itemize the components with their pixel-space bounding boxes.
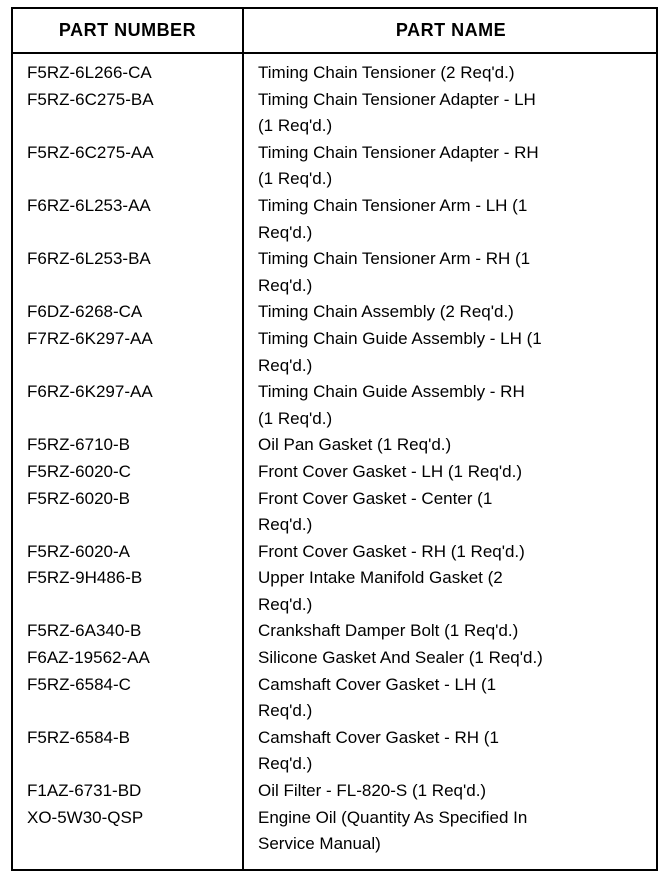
part-name-cell: Camshaft Cover Gasket - RH (1 Req'd.) — [258, 727, 499, 774]
header-part-number: PART NUMBER — [58, 20, 197, 40]
part-number-cell: F7RZ-6K297-AA — [27, 328, 153, 348]
part-name-cell: Front Cover Gasket - LH (1 Req'd.) — [258, 461, 522, 481]
table-row — [13, 725, 656, 778]
part-number-cell: F5RZ-6020-A — [27, 541, 130, 561]
table-row — [13, 539, 656, 566]
table-row — [13, 246, 656, 299]
table-row — [13, 193, 656, 246]
part-name-cell: Upper Intake Manifold Gasket (2 Req'd.) — [258, 568, 503, 614]
table-row — [13, 299, 656, 326]
table-row — [13, 432, 656, 459]
part-name-cell: Crankshaft Damper Bolt (1 Req'd.) — [258, 621, 519, 641]
part-number-cell: F6RZ-6L253-AA — [27, 195, 151, 215]
part-number-cell: F5RZ-6C275-AA — [27, 142, 154, 162]
part-name-cell: Timing Chain Guide Assembly - RH (1 Req'd.) — [258, 382, 525, 428]
part-number-cell: XO-5W30-QSP — [27, 807, 144, 827]
part-name-cell: Camshaft Cover Gasket - LH (1 Req'd.) — [258, 674, 497, 721]
part-number-cell: F6AZ-19562-AA — [27, 648, 150, 668]
table-row — [13, 778, 656, 805]
table-header — [13, 9, 656, 54]
part-name-cell: Timing Chain Assembly (2 Req'd.) — [258, 302, 514, 322]
part-name-cell: Timing Chain Tensioner Adapter - LH (1 Req'd.) — [258, 89, 536, 136]
table-row — [13, 486, 656, 539]
table-row — [13, 87, 656, 140]
part-number-cell: F5RZ-6584-B — [27, 727, 130, 747]
table-row — [13, 379, 656, 432]
part-name-cell: Timing Chain Guide Assembly - LH (1 Req'd.) — [258, 328, 542, 375]
part-name-cell: Front Cover Gasket - RH (1 Req'd.) — [258, 541, 525, 561]
part-name-cell: Silicone Gasket And Sealer (1 Req'd.) — [258, 648, 543, 668]
table-row — [13, 565, 656, 618]
part-number-cell: F6DZ-6268-CA — [27, 302, 143, 322]
parts-table — [11, 7, 658, 871]
header-part-name: PART NAME — [395, 20, 507, 40]
part-number-cell: F6RZ-6L253-BA — [27, 249, 151, 269]
part-name-cell: Timing Chain Tensioner (2 Req'd.) — [258, 63, 515, 82]
part-number-cell: F5RZ-6710-B — [27, 435, 130, 455]
part-number-cell: F6RZ-6K297-AA — [27, 382, 153, 402]
table-row — [13, 618, 656, 645]
part-number-cell: F1AZ-6731-BD — [27, 781, 142, 801]
part-number-cell: F5RZ-6L266-CA — [27, 63, 152, 82]
part-name-cell: Oil Pan Gasket (1 Req'd.) — [258, 435, 452, 455]
part-number-cell: F5RZ-6C275-BA — [27, 89, 154, 109]
table-row — [13, 645, 656, 672]
part-name-cell: Oil Filter - FL-820-S (1 Req'd.) — [258, 781, 487, 801]
table-row — [13, 459, 656, 486]
part-number-cell: F5RZ-6584-C — [27, 674, 131, 694]
part-name-cell: Front Cover Gasket - Center (1 Req'd.) — [258, 488, 493, 535]
table-body — [13, 60, 656, 858]
table-row — [13, 326, 656, 379]
part-name-cell: Timing Chain Tensioner Adapter - RH (1 Req'd.) — [258, 142, 539, 189]
part-number-cell: F5RZ-6020-C — [27, 461, 131, 481]
part-name-cell: Engine Oil (Quantity As Specified In Service Manual) — [258, 807, 528, 854]
part-name-cell: Timing Chain Tensioner Arm - RH (1 Req'd.) — [258, 249, 531, 295]
table-row — [13, 60, 656, 87]
part-number-cell: F5RZ-9H486-B — [27, 568, 143, 588]
table-row — [13, 805, 656, 858]
table-row — [13, 672, 656, 725]
part-number-cell: F5RZ-6A340-B — [27, 621, 142, 641]
table-row — [13, 140, 656, 193]
part-number-cell: F5RZ-6020-B — [27, 488, 130, 508]
part-name-cell: Timing Chain Tensioner Arm - LH (1 Req'd.) — [258, 195, 528, 242]
